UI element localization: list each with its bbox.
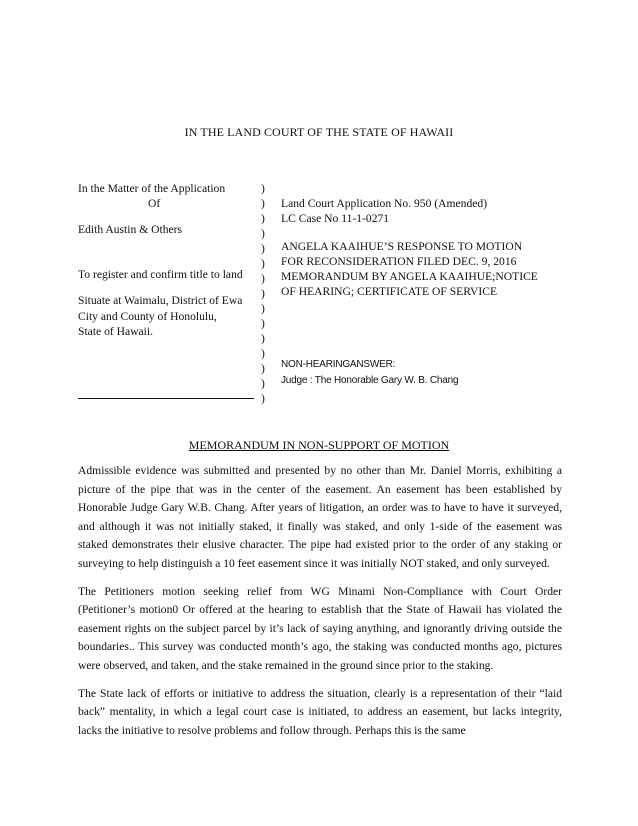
caption-paren: ) — [261, 212, 265, 225]
caption-paren: ) — [261, 287, 265, 300]
caption-city: City and County of Honolulu, — [78, 310, 217, 323]
case-caption — [78, 182, 548, 404]
memorandum-body — [78, 462, 562, 749]
body-paragraph: Admissible evidence was submitted and presented by no other than Mr. Daniel Morris, exhibiting a picture of the pipe that was in the center of the easement. An easement has been established by Honorable Judge Gary W.B. Chang. After years of litigation, an order was to have to have it surveyed, and although it was not initially staked, it finally was staked, and only 1-side of the easement was staked demonstrates their elusive character. The pipe had existed prior to the order of any staking or surveying to help distinguish a 10 feet easement since it was initially NOT staked, and only surveyed. — [78, 464, 562, 570]
response-title-line-2: FOR RECONSIDERATION FILED DEC. 9, 2016 — [281, 255, 517, 268]
caption-situate: Situate at Waimalu, District of Ewa — [78, 294, 243, 307]
caption-paren: ) — [261, 257, 265, 270]
caption-paren: ) — [261, 302, 265, 315]
court-title: IN THE LAND COURT OF THE STATE OF HAWAII — [184, 125, 454, 139]
caption-purpose: To register and confirm title to land — [78, 268, 243, 281]
response-title-line-3: MEMORANDUM BY ANGELA KAAIHUE;NOTICE — [281, 270, 538, 283]
caption-paren: ) — [261, 242, 265, 255]
hearing-type: NON-HEARINGANSWER: — [281, 359, 396, 370]
caption-paren: ) — [261, 317, 265, 330]
response-title-line-1: ANGELA KAAIHUE’S RESPONSE TO MOTION — [281, 240, 523, 253]
caption-paren: ) — [261, 182, 265, 195]
caption-paren: ) — [261, 377, 265, 390]
caption-signature-line — [78, 398, 254, 399]
case-number: LC Case No 11-1-0271 — [281, 212, 390, 225]
judge-name: Judge : The Honorable Gary W. B. Chang — [281, 375, 459, 386]
caption-of: Of — [148, 197, 161, 210]
caption-paren: ) — [261, 332, 265, 345]
memorandum-title: MEMORANDUM IN NON-SUPPORT OF MOTION — [188, 438, 450, 452]
caption-paren: ) — [261, 362, 265, 375]
caption-paren: ) — [261, 392, 265, 405]
application-number: Land Court Application No. 950 (Amended) — [281, 197, 488, 210]
caption-paren: ) — [261, 272, 265, 285]
caption-paren: ) — [261, 347, 265, 360]
body-paragraph: The Petitioners motion seeking relief from WG Minami Non-Compliance with Court Order (Petitioner’s motion0 Or offered at the hearing to establish that the State of Hawaii has violated the easement rights on the subject parcel by it’s lack of saying anything, and ignorantly driving outside the boundaries.. This survey was conducted month’s ago, the staking was conducted months ago, pictures were observed, and taken, and the stake remained in the ground since prior to the staking. — [78, 584, 562, 672]
body-paragraph: The State lack of efforts or initiative to address the situation, clearly is a representation of their “laid back” mentality, in which a legal court case is initiated, to address an easement, but lacks integrity, lacks the initiative to resolve problems and follow through. Perhaps this is the same — [78, 686, 562, 737]
response-title-line-4: OF HEARING; CERTIFICATE OF SERVICE — [281, 285, 498, 298]
caption-state: State of Hawaii. — [78, 325, 154, 338]
caption-applicant: Edith Austin & Others — [78, 223, 183, 236]
caption-matter: In the Matter of the Application — [78, 182, 226, 195]
caption-paren: ) — [261, 227, 265, 240]
caption-paren: ) — [261, 197, 265, 210]
